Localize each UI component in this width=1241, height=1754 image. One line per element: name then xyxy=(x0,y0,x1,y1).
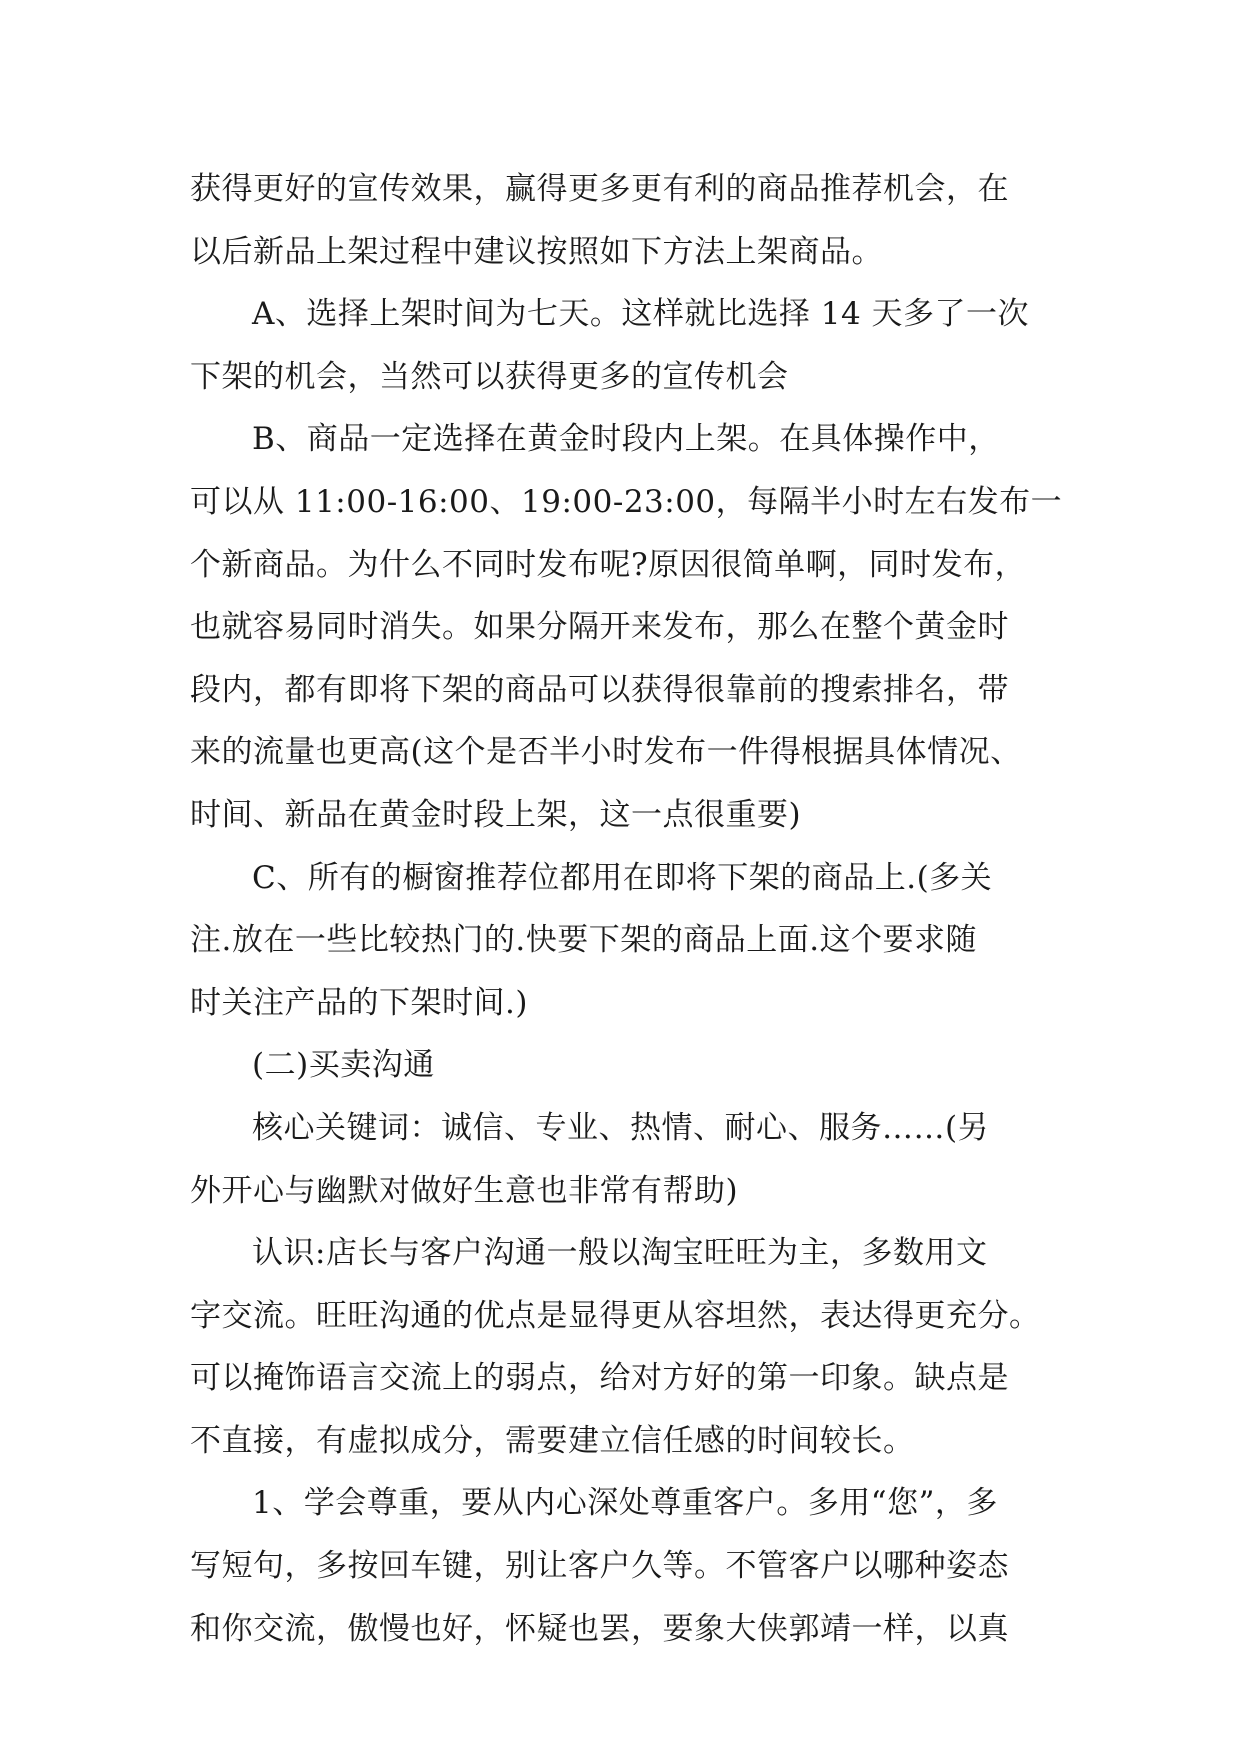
text-line: 认识:店长与客户沟通一般以淘宝旺旺为主，多数用文 xyxy=(252,1235,988,1272)
text-line: 下架的机会，当然可以获得更多的宣传机会 xyxy=(190,358,789,395)
text-line: 以后新品上架过程中建议按照如下方法上架商品。 xyxy=(190,233,883,270)
text-line: 可以从 11:00-16:00、19:00-23:00，每隔半小时左右发布一 xyxy=(190,483,1063,520)
text-line: B、商品一定选择在黄金时段内上架。在具体操作中， xyxy=(252,421,1000,458)
text-line: 获得更好的宣传效果，赢得更多更有利的商品推荐机会，在 xyxy=(190,171,1009,207)
text-line: 核心关键词：诚信、专业、热情、耐心、服务……(另 xyxy=(252,1109,990,1146)
text-line: 来的流量也更高(这个是否半小时发布一件得根据具体情况、 xyxy=(190,734,1022,771)
text-line: 字交流。旺旺沟通的优点是显得更从容坦然，表达得更充分。 xyxy=(190,1297,1041,1334)
text-line: 可以掩饰语言交流上的弱点，给对方好的第一印象。缺点是 xyxy=(190,1360,1009,1397)
text-line: 时间、新品在黄金时段上架，这一点很重要) xyxy=(190,796,802,833)
text-line: (二)买卖沟通 xyxy=(252,1047,435,1084)
text-line: 也就容易同时消失。如果分隔开来发布，那么在整个黄金时 xyxy=(190,609,1009,646)
text-line: 外开心与幽默对做好生意也非常有帮助) xyxy=(190,1172,739,1209)
text-line: 1、学会尊重，要从内心深处尊重客户。多用“您”，多 xyxy=(252,1485,998,1522)
text-line: 注.放在一些比较热门的.快要下架的商品上面.这个要求随 xyxy=(190,922,978,959)
text-line: A、选择上架时间为七天。这样就比选择 14 天多了一次 xyxy=(252,296,1030,333)
document-body xyxy=(190,158,1063,1660)
text-line: 时关注产品的下架时间.) xyxy=(190,984,528,1021)
text-line: 段内，都有即将下架的商品可以获得很靠前的搜索排名，带 xyxy=(190,671,1009,708)
text-line: 和你交流，傲慢也好，怀疑也罢，要象大侠郭靖一样，以真 xyxy=(190,1610,1009,1647)
text-line: 不直接，有虚拟成分，需要建立信任感的时间较长。 xyxy=(190,1422,915,1459)
text-line: 个新商品。为什么不同时发布呢?原因很简单啊，同时发布， xyxy=(190,546,1027,583)
text-line: C、所有的橱窗推荐位都用在即将下架的商品上.(多关 xyxy=(252,859,993,896)
text-line: 写短句，多按回车键，别让客户久等。不管客户以哪种姿态 xyxy=(190,1548,1009,1585)
